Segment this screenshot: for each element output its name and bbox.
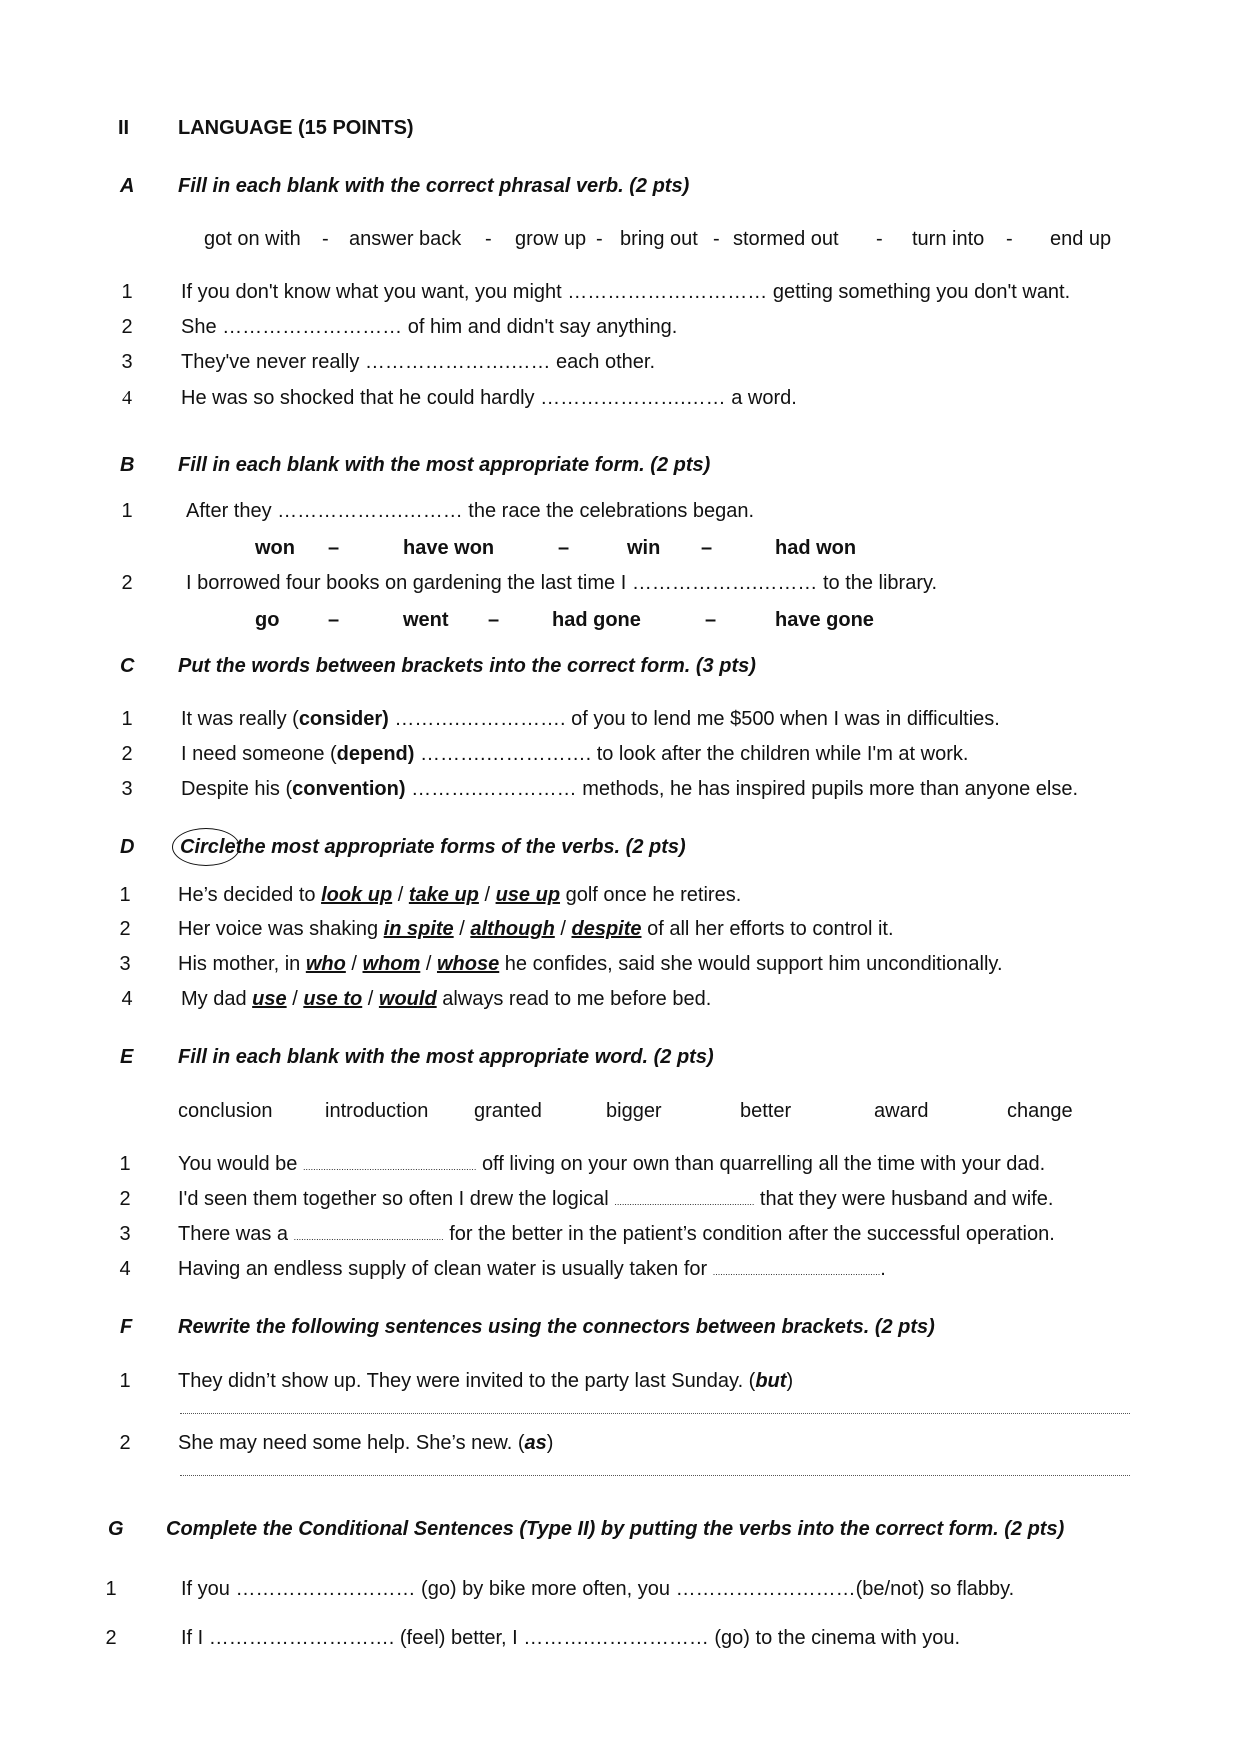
- word-bank-item: introduction: [325, 1100, 429, 1122]
- dash: –: [558, 537, 570, 559]
- verb-option[interactable]: use up: [495, 884, 561, 906]
- item-number: 2: [121, 316, 133, 338]
- verb-option[interactable]: whom: [362, 953, 421, 975]
- verb-option[interactable]: use: [252, 988, 287, 1010]
- dash: –: [701, 537, 713, 559]
- item-text: Despite his (convention) ……….…………… methods, he has inspired pupils more than anyone else.: [181, 778, 1079, 800]
- answer-line[interactable]: [180, 1475, 1130, 1476]
- verb-option[interactable]: in spite: [383, 918, 454, 940]
- section-e-heading: Fill in each blank with the most appropriate word. (2 pts): [178, 1046, 714, 1068]
- item-text[interactable]: If I ………………………. (feel) better, I ……….……………… (go) to the cinema with you.: [181, 1627, 961, 1649]
- item-number: 2: [119, 1432, 131, 1454]
- item-text: His mother, in who / whom / whose he confides, said she would support him unconditionally.: [178, 953, 1003, 975]
- item-text: It was really (consider) ……….……………. of you to lend me $500 when I was in difficulties.: [181, 708, 1000, 730]
- item-text: I need someone (depend) ……….……………. to look after the children while I'm at work.: [181, 743, 969, 765]
- verb-option[interactable]: use to: [303, 988, 363, 1010]
- item-text: She ……………………… of him and didn't say anything.: [181, 316, 678, 338]
- word-bank-item: stormed out: [733, 228, 839, 250]
- word-bank-item: bring out: [620, 228, 698, 250]
- option: went: [403, 609, 449, 631]
- section-a-letter: A: [120, 175, 135, 197]
- item-number: 4: [119, 1258, 131, 1280]
- section-g-letter: G: [108, 1518, 124, 1540]
- item-text: She may need some help. She’s new. (as): [178, 1432, 554, 1454]
- item-number: 3: [121, 778, 133, 800]
- item-number: 2: [119, 1188, 131, 1210]
- item-number: 1: [119, 884, 131, 906]
- word-bank-item: granted: [474, 1100, 542, 1122]
- section-f-letter: F: [120, 1316, 133, 1338]
- verb-option[interactable]: take up: [408, 884, 479, 906]
- section-b-letter: B: [120, 454, 135, 476]
- item-text: He’s decided to look up / take up / use up golf once he retires.: [178, 884, 742, 906]
- section-d-letter: D: [120, 836, 135, 858]
- item-text[interactable]: If you ……………………… (go) by bike more often, you ………………………(be/not) so flabby.: [181, 1578, 1015, 1600]
- item-text: I'd seen them together so often I drew the logical ........................................................ that they were husband and wife.: [178, 1188, 1054, 1210]
- blank[interactable]: ...................................................................: [712, 1267, 881, 1277]
- blank[interactable]: ……………….………: [277, 500, 463, 522]
- option: had won: [775, 537, 857, 559]
- item-number: 1: [121, 708, 133, 730]
- dash: –: [328, 609, 340, 631]
- word-bank-item: grow up: [515, 228, 587, 250]
- blank[interactable]: ………………….……: [540, 387, 726, 409]
- item-number: 1: [121, 500, 133, 522]
- verb-option[interactable]: look up: [321, 884, 393, 906]
- item-number: 2: [121, 572, 133, 594]
- option: win: [627, 537, 661, 559]
- item-number: 1: [119, 1370, 131, 1392]
- section-e-letter: E: [120, 1046, 134, 1068]
- item-text: Having an endless supply of clean water is usually taken for ....................................................................: [178, 1258, 886, 1280]
- item-text: You would be .................................................................... off living on your own than quarrelling all the time with your dad.: [178, 1153, 1046, 1175]
- item-text: There was a ............................................................ for the better in the patient’s condition after the successful operation.: [178, 1223, 1055, 1245]
- item-text: They've never really ………………….…… each other.: [181, 351, 655, 373]
- item-text: If you don't know what you want, you might ………………………… getting something you don't want.: [181, 281, 1071, 303]
- section-b-heading: Fill in each blank with the most appropriate form. (2 pts): [178, 454, 711, 476]
- item-number: 1: [105, 1578, 117, 1600]
- dash: –: [328, 537, 340, 559]
- word-bank-item: got on with: [204, 228, 301, 250]
- item-text: My dad use / use to / would always read to me before bed.: [181, 988, 712, 1010]
- blank[interactable]: ……….……………: [394, 708, 560, 730]
- word-bank-item: better: [740, 1100, 792, 1122]
- section-numeral: II: [118, 117, 130, 139]
- item-number: 4: [121, 988, 133, 1010]
- separator: -: [876, 228, 883, 250]
- separator: -: [322, 228, 329, 250]
- item-number: 2: [121, 743, 133, 765]
- item-number: 3: [119, 1223, 131, 1245]
- section-c-heading: Put the words between brackets into the correct form. (3 pts): [178, 655, 756, 677]
- item-number: 1: [119, 1153, 131, 1175]
- item-text: He was so shocked that he could hardly ………………….…… a word.: [181, 387, 797, 409]
- word-bank-item: award: [874, 1100, 929, 1122]
- item-text: They didn’t show up. They were invited to the party last Sunday. (but): [178, 1370, 794, 1392]
- verb-option[interactable]: would: [378, 988, 437, 1010]
- option: have won: [403, 537, 495, 559]
- blank[interactable]: …………………………: [567, 281, 768, 303]
- dash: –: [488, 609, 500, 631]
- answer-line[interactable]: [180, 1413, 1130, 1414]
- option: have gone: [775, 609, 874, 631]
- verb-option[interactable]: despite: [571, 918, 642, 940]
- item-number: 1: [121, 281, 133, 303]
- separator: -: [596, 228, 603, 250]
- item-number: 3: [119, 953, 131, 975]
- word-bank-item: answer back: [349, 228, 462, 250]
- item-text: Her voice was shaking in spite / although / despite of all her efforts to control it.: [178, 918, 894, 940]
- word-bank-item: end up: [1050, 228, 1112, 250]
- dash: –: [705, 609, 717, 631]
- verb-option[interactable]: whose: [436, 953, 500, 975]
- separator: -: [1006, 228, 1013, 250]
- blank[interactable]: ……….……………: [411, 778, 577, 800]
- word-bank-item: turn into: [912, 228, 985, 250]
- separator: -: [713, 228, 720, 250]
- word-bank-item: conclusion: [178, 1100, 273, 1122]
- blank[interactable]: ............................................................: [293, 1232, 444, 1242]
- verb-option[interactable]: who: [305, 953, 346, 975]
- section-a-heading: Fill in each blank with the correct phrasal verb. (2 pts): [178, 175, 690, 197]
- blank[interactable]: ……………….………: [631, 572, 818, 594]
- item-number: 2: [105, 1627, 117, 1649]
- section-f-heading: Rewrite the following sentences using the connectors between brackets. (2 pts): [178, 1316, 935, 1338]
- item-text: I borrowed four books on gardening the last time I ……………….……… to the library.: [186, 572, 938, 594]
- blank[interactable]: ....................................................................: [302, 1162, 477, 1172]
- blank[interactable]: ........................................................: [614, 1197, 755, 1207]
- item-number: 3: [121, 351, 133, 373]
- section-c-letter: C: [120, 655, 135, 677]
- blank[interactable]: ……….……………: [420, 743, 586, 765]
- section-title: LANGUAGE (15 POINTS): [178, 117, 414, 139]
- word-bank-item: bigger: [606, 1100, 662, 1122]
- item-number: 2: [119, 918, 131, 940]
- section-d-heading: Circlethe most appropriate forms of the verbs. (2 pts): [180, 836, 686, 858]
- option: go: [255, 609, 280, 631]
- separator: -: [485, 228, 492, 250]
- option: won: [255, 537, 295, 559]
- option: had gone: [552, 609, 641, 631]
- blank[interactable]: ………………………: [222, 316, 403, 338]
- item-number: 4: [122, 387, 132, 409]
- item-text: After they ……………….……… the race the celebrations began.: [186, 500, 755, 522]
- verb-option[interactable]: although: [470, 918, 555, 940]
- blank[interactable]: ………………….……: [364, 351, 551, 373]
- word-bank-item: change: [1007, 1100, 1073, 1122]
- section-g-heading: Complete the Conditional Sentences (Type II) by putting the verbs into the correct form. (2 pts): [166, 1518, 1065, 1540]
